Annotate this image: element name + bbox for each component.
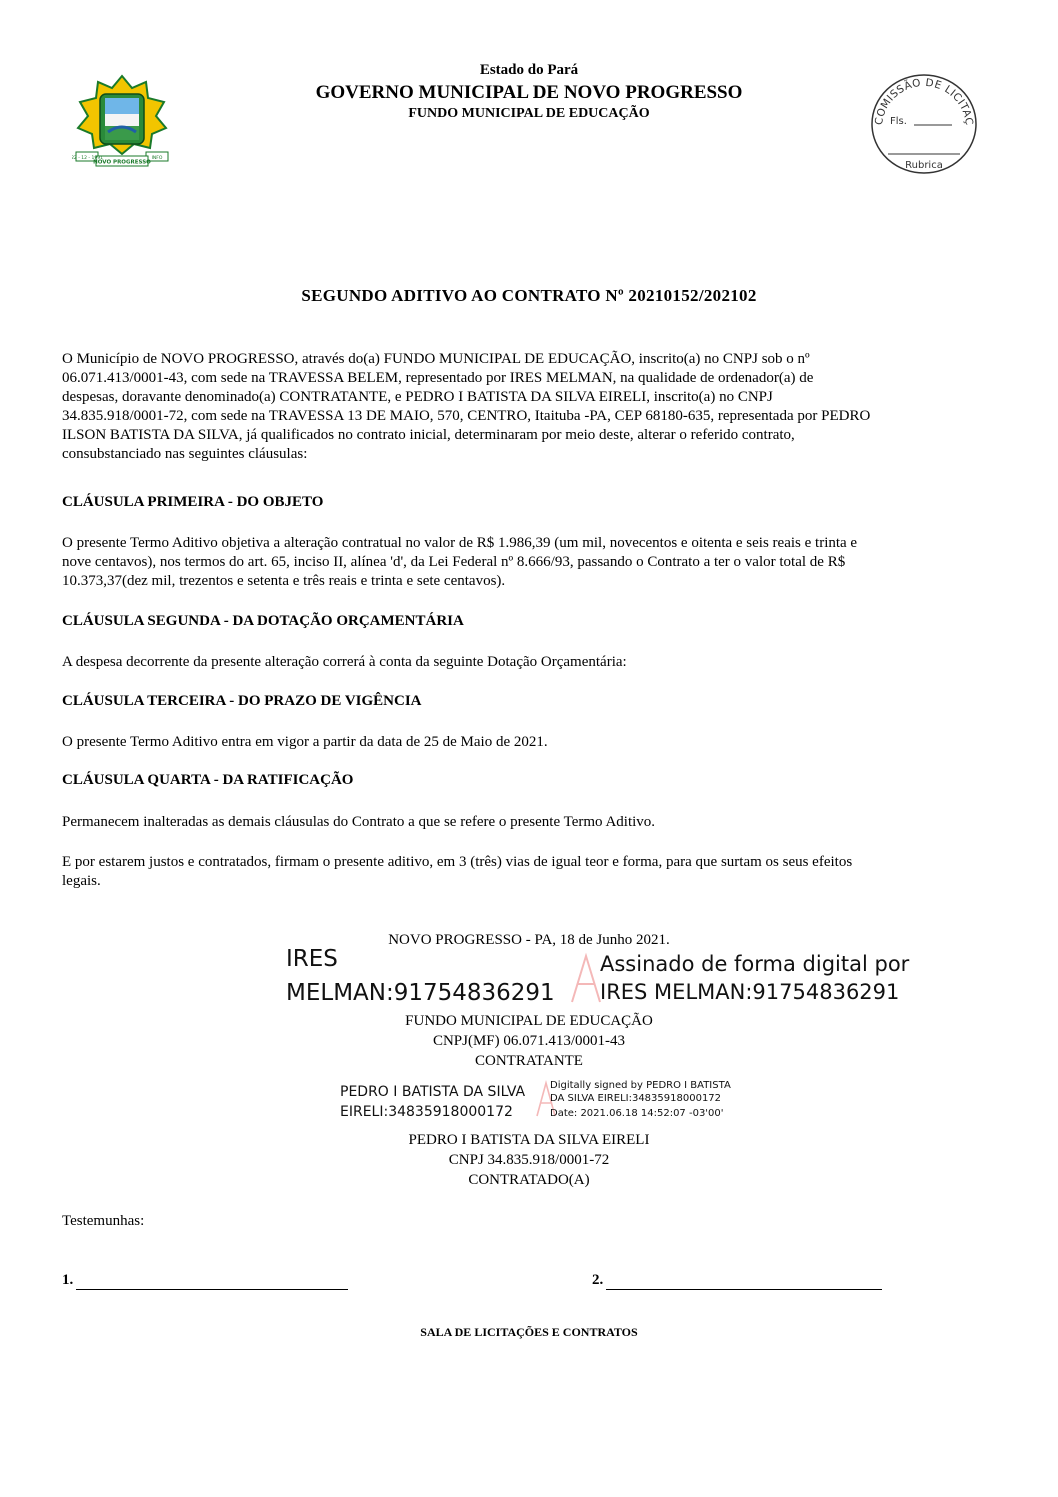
clause2-text: A despesa decorrente da presente alteração correrá à conta da seguinte Dotação Orçamentária: [62,654,627,670]
stamp-ring-text: COMISSÃO DE LICITAÇ [873,76,976,127]
clause4-heading: CLÁUSULA QUARTA - DA RATIFICAÇÃO [62,772,354,788]
stamp-rubrica-label: Rubrica [905,160,943,171]
witness2-number: 2. [592,1272,604,1288]
intro-line: consubstanciado nas seguintes cláusulas: [62,446,308,462]
intro-line: despesas, doravante denominado(a) CONTRATANTE, e PEDRO I BATISTA DA SILVA EIRELI, inscrito(a) no CNPJ [62,389,773,405]
signer2-note-line3: Date: 2021.06.18 14:52:07 -03'00' [550,1108,724,1119]
logo-banner-text: NOVO PROGRESSO [93,159,151,166]
contratante-cnpj: CNPJ(MF) 06.071.413/0001-43 [432,1033,626,1049]
clause1-line: nove centavos), nos termos do art. 65, inciso II, alínea 'd', da Lei Federal nº 8.666/93, passando o Contrato a ter o valor total de R$ [62,554,846,570]
logo-left-label: 22 - 12 - 1991 [72,156,103,161]
intro-paragraph [62,350,992,464]
signature-mark-icon [568,952,604,1006]
clause3-text: O presente Termo Aditivo entra em vigor a partir da data de 25 de Maio de 2021. [62,734,548,750]
document-title: SEGUNDO ADITIVO AO CONTRATO Nº 20210152/202102 [301,286,757,305]
signer1-name-line2: MELMAN:91754836291 [286,980,555,1006]
closing-paragraph [62,853,992,891]
clause1-line: 10.373,37(dez mil, trezentos e setenta e três reais e trinta e sete centavos). [62,573,506,589]
signer2-note-line2: DA SILVA EIRELI:34835918000172 [550,1093,722,1104]
closing-line: E por estarem justos e contratados, firmam o presente aditivo, em 3 (três) vias de igual teor e forma, para que surtam os seus efeitos [62,854,853,870]
clause4-text: Permanecem inalteradas as demais cláusulas do Contrato a que se refere o presente Termo Aditivo. [62,814,656,830]
header-government: GOVERNO MUNICIPAL DE NOVO PROGRESSO [315,82,743,103]
commission-stamp [868,72,980,176]
place-date: NOVO PROGRESSO - PA, 18 de Junho 2021. [388,932,670,948]
contratado-cnpj: CNPJ 34.835.918/0001-72 [448,1152,610,1168]
logo-right-label: INFO [151,156,163,161]
footer-office: SALA DE LICITAÇÕES E CONTRATOS [420,1325,638,1339]
signer2-note-line1: Digitally signed by PEDRO I BATISTA [550,1080,731,1091]
intro-line: O Município de NOVO PROGRESSO, através do(a) FUNDO MUNICIPAL DE EDUCAÇÃO, inscrito(a) no CNPJ sob o nº [62,351,810,367]
witness1-signature-line [76,1289,348,1290]
contratante-role: CONTRATANTE [475,1053,583,1069]
signer1-note-line2: IRES MELMAN:91754836291 [600,980,900,1004]
signer2-name-line1: PEDRO I BATISTA DA SILVA [340,1084,526,1100]
signer1-note-line1: Assinado de forma digital por [600,952,910,976]
clause1-heading: CLÁUSULA PRIMEIRA - DO OBJETO [62,494,324,510]
intro-line: 34.835.918/0001-72, com sede na TRAVESSA 13 DE MAIO, 570, CENTRO, Itaituba -PA, CEP 68180-635, representada por PEDRO [62,408,871,424]
clause2-heading: CLÁUSULA SEGUNDA - DA DOTAÇÃO ORÇAMENTÁRIA [62,613,464,629]
svg-text:COMISSÃO DE LICITAÇÃO [868,72,975,126]
contratado-role: CONTRATADO(A) [468,1172,590,1188]
signer1-name-line1: IRES [286,946,338,972]
intro-line: 06.071.413/0001-43, com sede na TRAVESSA BELEM, representado por IRES MELMAN, na qualidade de ordenador(a) de [62,370,814,386]
stamp-fls-label: Fls. [890,116,907,127]
clause3-heading: CLÁUSULA TERCEIRA - DO PRAZO DE VIGÊNCIA [62,693,422,709]
witness2-signature-line [606,1289,882,1290]
intro-line: ILSON BATISTA DA SILVA, já qualificados no contrato inicial, determinaram por meio deste, alterar o referido contrato, [62,427,795,443]
closing-line: legais. [62,873,101,889]
signer2-name-line2: EIRELI:34835918000172 [340,1104,513,1120]
contratado-entity: PEDRO I BATISTA DA SILVA EIRELI [408,1132,650,1148]
contratante-entity: FUNDO MUNICIPAL DE EDUCAÇÃO [405,1013,653,1029]
clause1-line: O presente Termo Aditivo objetiva a alteração contratual no valor de R$ 1.986,39 (um mil, novecentos e oitenta e seis reais e trinta e [62,535,858,551]
clause1-text [62,534,992,591]
witnesses-label: Testemunhas: [62,1213,145,1229]
header-state: Estado do Pará [479,62,579,78]
witness1-number: 1. [62,1272,74,1288]
header-fund: FUNDO MUNICIPAL DE EDUCAÇÃO [408,106,650,121]
